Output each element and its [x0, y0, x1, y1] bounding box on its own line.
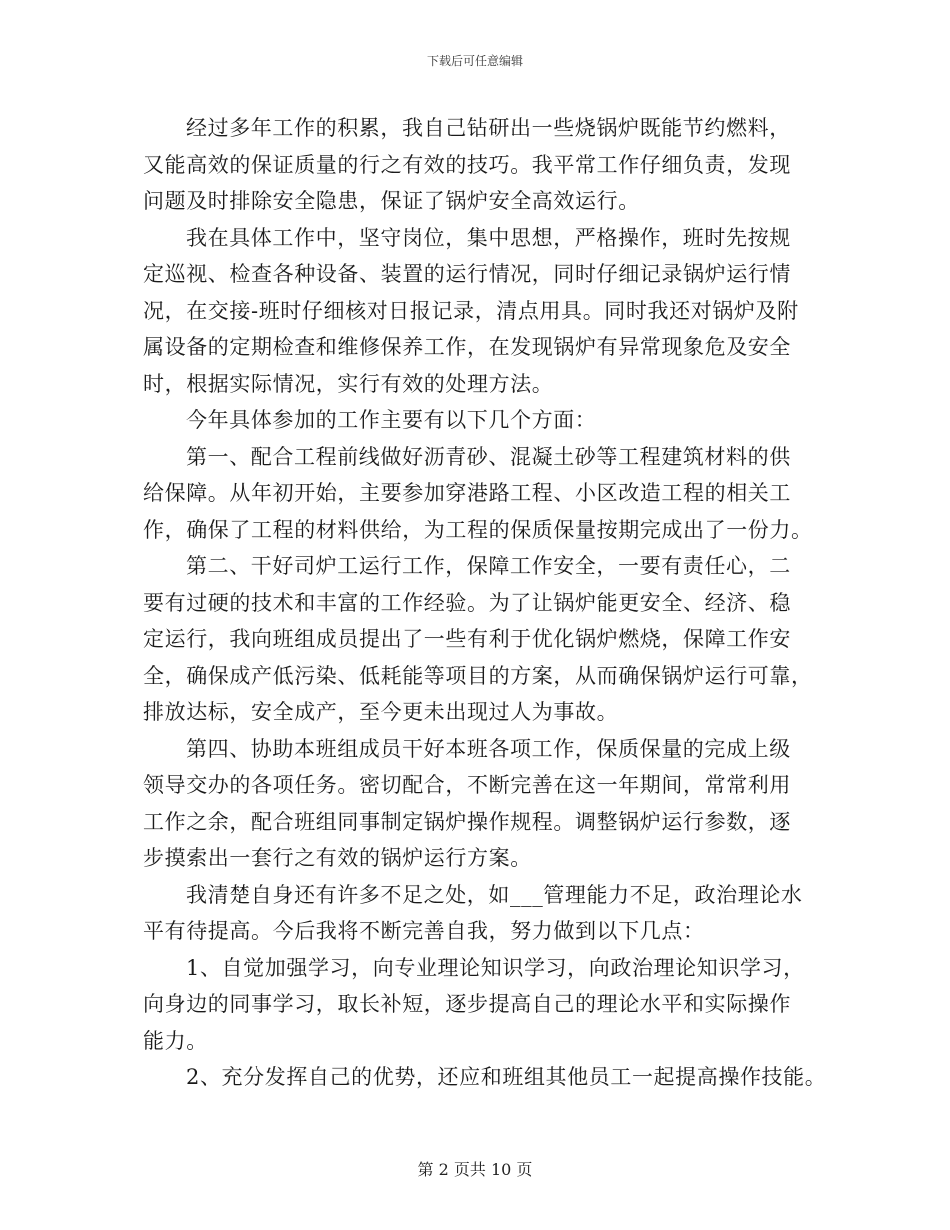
text-line: 况，在交接-班时仔细核对日报记录，清点用具。同时我还对锅炉及附 [143, 298, 799, 323]
text-line: 给保障。从年初开始，主要参加穿港路工程、小区改造工程的相关工 [143, 481, 791, 505]
paragraph [143, 220, 828, 403]
text-line: 1、自觉加强学习，向专业理论知识学习，向政治理论知识学习， [186, 955, 805, 980]
document-body [143, 110, 828, 1096]
text-line: 经过多年工作的积累，我自己钻研出一些烧锅炉既能节约燃料， [186, 116, 791, 140]
paragraph [143, 731, 828, 877]
text-line: 定巡视、检查各种设备、装置的运行情况，同时仔细记录锅炉运行情 [143, 262, 791, 286]
text-line: 能力。 [143, 1028, 208, 1053]
text-line: 向身边的同事学习，取长补短，逐步提高自己的理论水平和实际操作 [143, 992, 791, 1016]
page-footer: 第 2 页共 10 页 [417, 1160, 533, 1179]
text-line: 平有待提高。今后我将不断完善自我，努力做到以下几点： [143, 919, 705, 943]
text-line: 领导交办的各项任务。密切配合，不断完善在这一年期间，常常利用 [143, 773, 791, 797]
text-line: 定运行，我向班组成员提出了一些有利于优化锅炉燃烧，保障工作安 [143, 627, 791, 651]
text-line: 问题及时排除安全隐患，保证了锅炉安全高效运行。 [143, 189, 640, 213]
text-line: 我在具体工作中，坚守岗位，集中思想，严格操作，班时先按规 [186, 225, 791, 250]
page-header: 下载后可任意编辑 [426, 54, 523, 68]
text-line: 作，确保了工程的材料供给，为工程的保质保量按期完成出了一份力。 [143, 517, 813, 542]
text-line: 第二、干好司炉工运行工作，保障工作安全，一要有责任心，二 [186, 554, 791, 578]
text-line: 要有过硬的技术和丰富的工作经验。为了让锅炉能更安全、经济、稳 [143, 590, 791, 615]
text-line: 第一、配合工程前线做好沥青砂、混凝土砂等工程建筑材料的供 [186, 444, 791, 469]
paragraph [143, 548, 828, 731]
text-line: 排放达标，安全成产，至今更未出现过人为事故。 [143, 700, 619, 724]
text-line: 今年具体参加的工作主要有以下几个方面： [186, 408, 597, 432]
text-line: 步摸索出一套行之有效的锅炉运行方案。 [143, 846, 532, 870]
text-line: 时，根据实际情况，实行有效的处理方法。 [143, 371, 554, 396]
paragraph [143, 439, 828, 549]
text-line: 又能高效的保证质量的行之有效的技巧。我平常工作仔细负责，发现 [143, 152, 791, 177]
paragraph [143, 110, 828, 220]
paragraph [143, 950, 828, 1060]
paragraph [143, 877, 828, 950]
text-line: 2、充分发挥自己的优势，还应和班组其他员工一起提高操作技能。 [186, 1065, 827, 1089]
text-line: 属设备的定期检查和维修保养工作，在发现锅炉有异常现象危及安全 [143, 335, 791, 359]
text-line: 第四、协助本班组成员干好本班各项工作，保质保量的完成上级 [186, 736, 791, 761]
text-line: 我清楚自身还有许多不足之处，如___管理能力不足，政治理论水 [186, 882, 803, 907]
paragraph [143, 1059, 828, 1096]
text-line: 全，确保成产低污染、低耗能等项目的方案，从而确保锅炉运行可靠， [143, 663, 813, 688]
text-line: 工作之余，配合班组同事制定锅炉操作规程。调整锅炉运行参数，逐 [143, 809, 791, 834]
paragraph [143, 402, 828, 439]
